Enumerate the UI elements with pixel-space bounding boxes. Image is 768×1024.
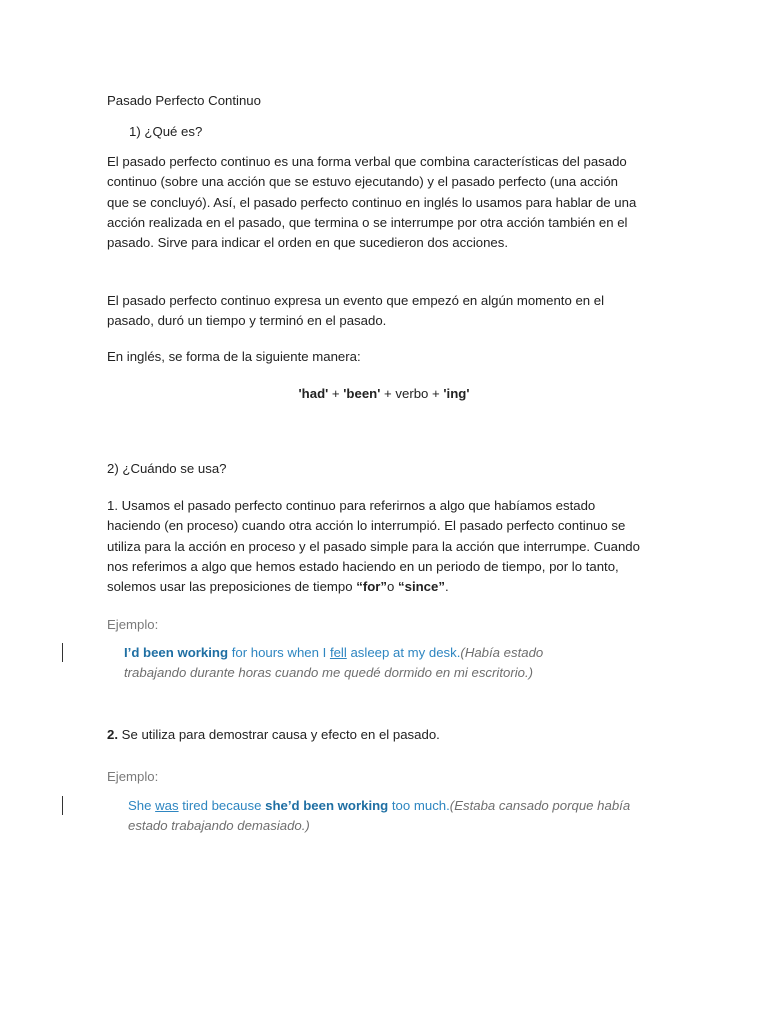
text-run: o — [387, 579, 399, 595]
list-number: 2. — [107, 727, 118, 742]
for-word: “for” — [356, 579, 388, 595]
text-cursor — [62, 643, 63, 662]
text-cursor — [62, 796, 63, 815]
example-underlined: fell — [329, 645, 347, 660]
example-1 — [124, 643, 594, 684]
paragraph-line: 1. Usamos el pasado perfecto continuo para referirnos a algo que habíamos estado — [107, 498, 596, 513]
formula-plus: + — [328, 386, 344, 401]
paragraph-line: nos referimos a algo que hemos estado haciendo en un periodo de tiempo, por lo tanto, — [107, 558, 619, 574]
text-run: . — [444, 579, 449, 595]
formula-been: 'been' — [343, 386, 381, 401]
example-translation-line: trabajando durante horas cuando me quedé dormido en mi escritorio.) — [124, 665, 534, 681]
example-text: asleep at my desk. — [346, 645, 461, 660]
heading-que-es: 1) ¿Qué es? — [129, 124, 203, 139]
formula-verbo: + verbo + — [380, 386, 444, 401]
paragraph-line: pasado. Sirve para indicar el orden en que sucedieron dos acciones. — [107, 235, 509, 251]
example-line — [128, 796, 648, 816]
text-run: solemos usar las preposiciones de tiempo — [107, 579, 357, 595]
example-underlined: was — [155, 798, 179, 813]
since-word: “since” — [398, 579, 445, 595]
formula — [107, 384, 661, 404]
paragraph-line: continuo (sobre una acción que se estuvo ejecutando) y el pasado perfecto (una acción — [107, 174, 618, 190]
example-translation: (Estaba cansado porque había — [449, 798, 631, 813]
paragraph-expresa — [107, 291, 667, 332]
paragraph-uso-2 — [107, 725, 667, 745]
ejemplo-label-2: Ejemplo: — [107, 769, 159, 784]
paragraph-forma: En inglés, se forma de la siguiente manera: — [107, 349, 361, 364]
example-text: for hours when I — [228, 645, 330, 660]
paragraph-line: haciendo (en proceso) cuando otra acción lo interrumpió. El pasado perfecto continuo se — [107, 518, 626, 534]
example-text: She — [128, 798, 156, 813]
paragraph-uso-1 — [107, 496, 667, 597]
ejemplo-label-1: Ejemplo: — [107, 617, 159, 632]
example-verb: I’d been working — [124, 645, 229, 660]
example-translation-line: estado trabajando demasiado.) — [128, 818, 310, 834]
example-text: tired because — [178, 798, 266, 813]
formula-had: 'had' — [298, 386, 329, 401]
paragraph-line: que se concluyó). Así, el pasado perfecto continuo en inglés lo usamos para hablar de una — [107, 194, 637, 210]
example-translation: (Había estado — [460, 645, 544, 660]
paragraph-line: El pasado perfecto continuo es una forma verbal que combina características del pasado — [107, 154, 627, 169]
paragraph-line: utiliza para la acción en proceso y el pasado simple para la acción que interrumpe. Cuando — [107, 538, 640, 554]
example-2 — [128, 796, 648, 837]
paragraph-line: El pasado perfecto continuo expresa un evento que empezó en algún momento en el — [107, 293, 605, 308]
example-text: too much. — [388, 798, 450, 813]
heading-cuando-se-usa: 2) ¿Cuándo se usa? — [107, 461, 227, 476]
paragraph-line: acción realizada en el pasado, que termina o se interrumpe por otra acción también en el — [107, 214, 628, 230]
paragraph-line: pasado, duró un tiempo y terminó en el pasado. — [107, 313, 387, 329]
formula-ing: 'ing' — [443, 386, 470, 401]
document-title: Pasado Perfecto Continuo — [107, 93, 261, 108]
example-line — [124, 643, 594, 663]
example-verb: she’d been working — [265, 798, 389, 813]
paragraph-definition — [107, 152, 667, 253]
text-run: Se utiliza para demostrar causa y efecto en el pasado. — [118, 727, 440, 742]
paragraph-line — [107, 577, 667, 597]
